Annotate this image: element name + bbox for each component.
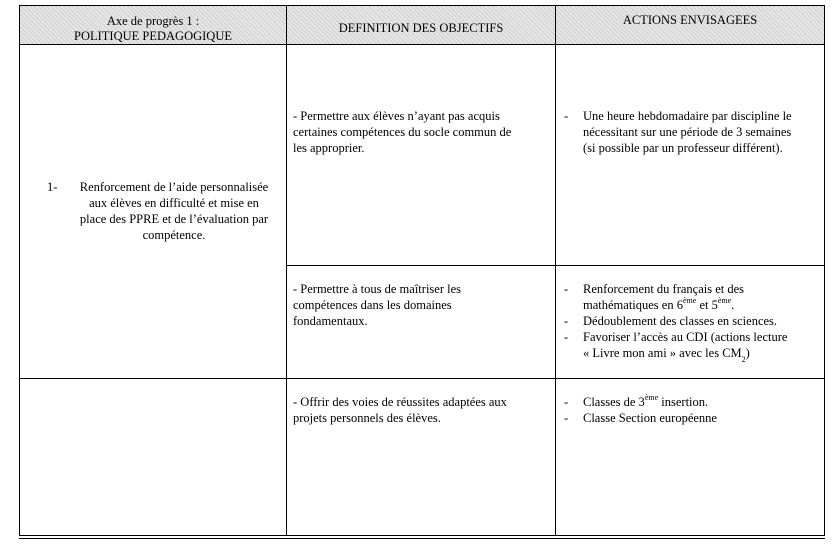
superscript-eme: ème	[682, 295, 697, 305]
superscript-eme: ème	[644, 392, 659, 402]
header-axe-subtitle: POLITIQUE PEDAGOGIQUE	[74, 29, 232, 43]
action-2-item-3-line-1: Favoriser l’accès au CDI (actions lecture	[583, 330, 788, 344]
action-3-item-1	[583, 392, 709, 411]
action-1-line-3: (si possible par un professeur différent).	[583, 141, 783, 155]
action-2-text: mathématiques en 6	[583, 298, 683, 312]
row-divider-2	[19, 378, 825, 379]
header-actions: ACTIONS ENVISAGEES	[622, 13, 758, 27]
objectif-1-line-1: - Permettre aux élèves n’ayant pas acquis	[293, 109, 500, 123]
objectif-1-line-3: les approprier.	[293, 141, 365, 155]
table-right-border	[824, 5, 825, 536]
action-2-bullet-2: -	[564, 314, 569, 328]
action-2-text: )	[745, 346, 750, 360]
axe-line-3: place des PPRE et de l’évaluation par	[79, 212, 269, 226]
objectif-1-line-2: certaines compétences du socle commun de	[293, 125, 512, 139]
objectif-2-line-1: - Permettre à tous de maîtriser les	[293, 282, 461, 296]
objectif-2-line-3: fondamentaux.	[293, 314, 368, 328]
subscript-2: 2	[741, 354, 746, 364]
header-objectifs: DEFINITION DES OBJECTIFS	[338, 21, 504, 35]
action-1-bullet: -	[564, 109, 569, 123]
table-top-border	[19, 5, 825, 6]
objectif-3-line-1: - Offrir des voies de réussites adaptées aux	[293, 395, 507, 409]
action-3-bullet-1: -	[564, 395, 569, 409]
page-bottom-rule	[19, 538, 825, 539]
objectif-3-line-2: projets personnels des élèves.	[293, 411, 441, 425]
action-3-text: insertion.	[658, 395, 709, 409]
action-2-item-1-line-1: Renforcement du français et des	[583, 282, 745, 296]
action-2-text: « Livre mon ami » avec les CM	[583, 346, 742, 360]
header-axe-title: Axe de progrès 1 :	[106, 14, 200, 28]
action-2-bullet-1: -	[564, 282, 569, 296]
action-2-text: .	[731, 298, 735, 312]
action-1-line-1: Une heure hebdomadaire par discipline le	[583, 109, 792, 123]
axe-line-4: compétence.	[142, 228, 206, 242]
table-bottom-border	[19, 535, 825, 536]
action-1-line-2: nécessitant sur une période de 3 semaines	[583, 125, 792, 139]
axe-line-1: Renforcement de l’aide personnalisée	[79, 180, 269, 194]
action-2-item-3-line-2	[583, 346, 750, 362]
action-3-text: Classes de 3	[583, 395, 645, 409]
objectif-2-line-2: compétences dans les domaines	[293, 298, 452, 312]
table-left-border	[19, 5, 20, 536]
action-2-item-1-line-2	[583, 295, 735, 314]
action-2-text: et 5	[696, 298, 718, 312]
action-2-item-2: Dédoublement des classes en sciences.	[583, 314, 778, 328]
superscript-eme: ème	[717, 295, 732, 305]
action-3-item-2: Classe Section européenne	[583, 411, 717, 425]
action-2-bullet-3: -	[564, 330, 569, 344]
axe-number: 1-	[47, 180, 58, 194]
column-divider-2	[555, 5, 556, 536]
column-divider-1	[286, 5, 287, 536]
axe-line-2: aux élèves en difficulté et mise en	[89, 196, 259, 210]
action-3-bullet-2: -	[564, 411, 569, 425]
